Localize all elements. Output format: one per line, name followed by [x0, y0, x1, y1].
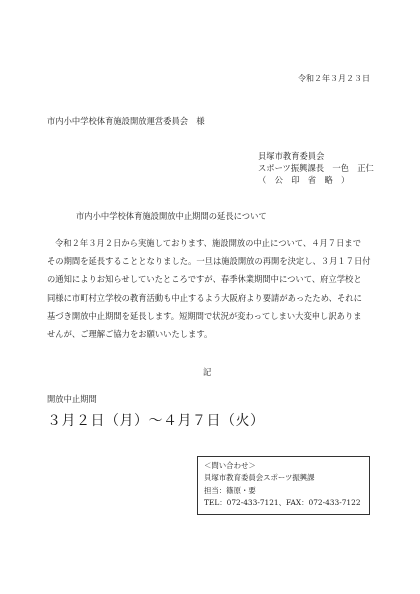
recipient-line: 市内小中学校体育施設開放運営委員会 様	[47, 116, 205, 126]
document-date: 令和２年３月２３日	[298, 74, 370, 83]
contact-heading: ＜問い合わせ＞	[204, 461, 256, 470]
contact-person: 担当：篠原・要	[204, 485, 256, 495]
sender-block	[258, 150, 374, 186]
sender-department: スポーツ振興課長 一色 正仁	[258, 163, 374, 173]
contact-box	[197, 456, 370, 515]
body-line: 基づき開放中止期間を延長します。短期間で状況が変わってしまい大変申し訳ありま	[47, 310, 362, 321]
body-line: せんが、ご理解ご協力をお願いいたします。	[47, 329, 213, 340]
contact-organization: 貝塚市教育委員会スポーツ振興課	[204, 473, 315, 483]
ki-heading: 記	[203, 367, 212, 377]
sender-organization: 貝塚市教育委員会	[258, 151, 325, 161]
body-text	[47, 234, 381, 343]
period-value: ３月２日（月）～４月７日（火）	[47, 413, 265, 429]
period-label: 開放中止期間	[47, 394, 97, 404]
body-line: その期間を延長することとなりました。一旦は施設開放の再開を決定し、３月１７日付	[47, 256, 371, 267]
document-subject: 市内小中学校体育施設開放中止期間の延長について	[76, 211, 267, 221]
body-line: 令和２年３月２日から実施しております、施設開放の中止について、４月７日まで	[55, 238, 361, 248]
body-line: の通知によりお知らせしていたところですが、春季休業期間中について、府立学校と	[47, 274, 362, 285]
body-line: 同様に市町村立学校の教育活動も中止するよう大阪府より要請があったため、それに	[47, 292, 362, 303]
contact-phone: TEL：072-433-7121、FAX：072-433-7122	[204, 498, 361, 508]
seal-omitted-note: （ 公 印 省 略 ）	[258, 175, 350, 185]
